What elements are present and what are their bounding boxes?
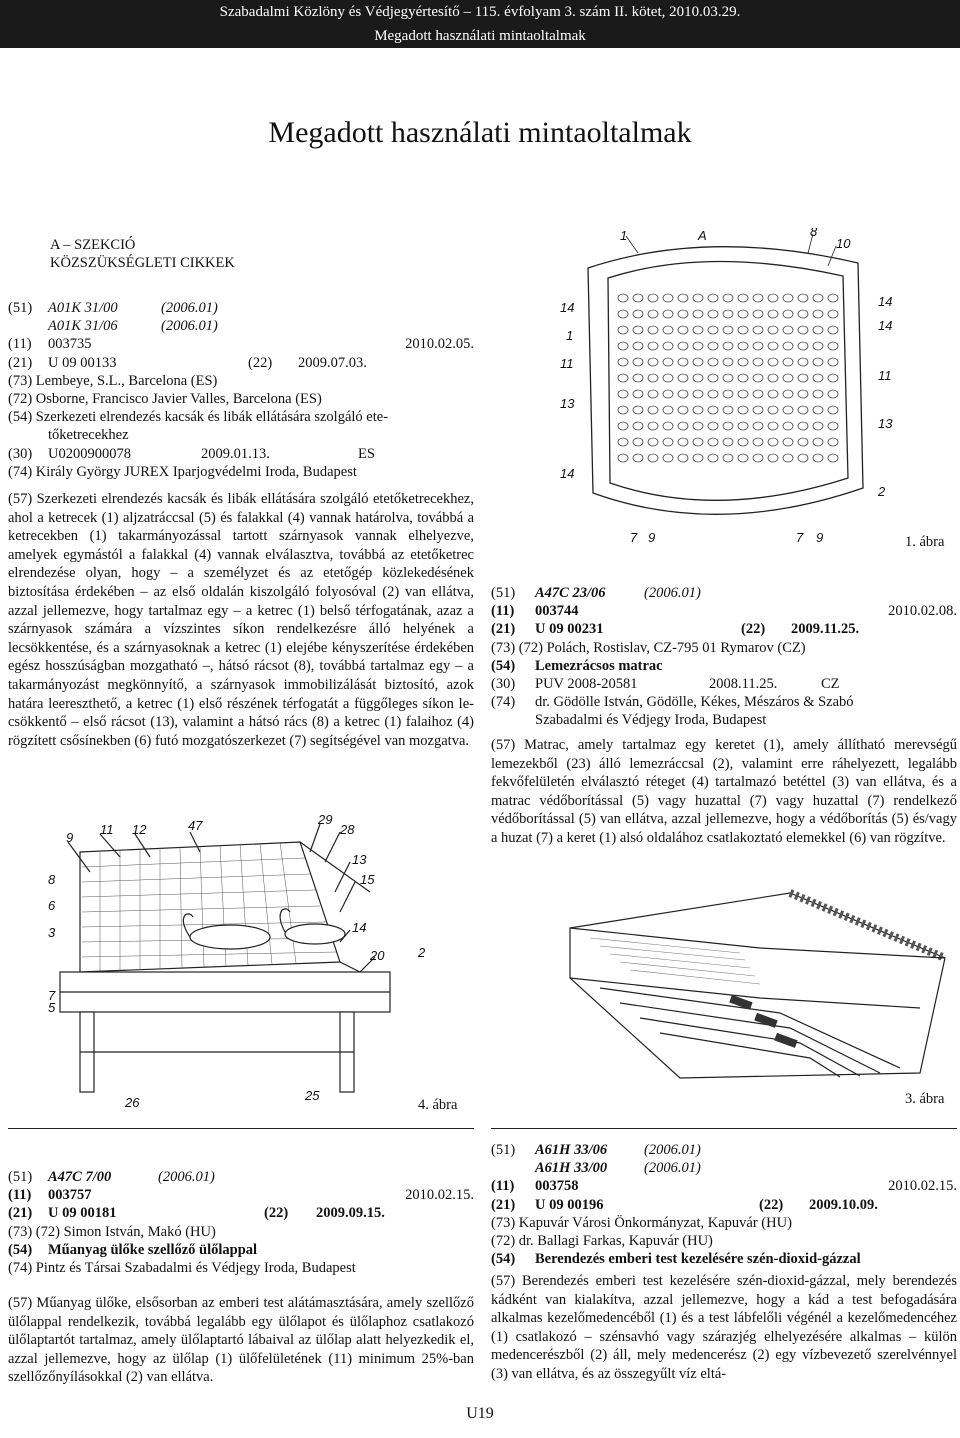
svg-text:11: 11 (878, 368, 892, 383)
application-date: 2009.11.25. (791, 621, 860, 638)
holder-line: (73) (72) Polách, Rostislav, CZ-795 01 Rymarov (CZ) (491, 639, 806, 656)
agent-line-cont: Szabadalmi és Védjegy Iroda, Budapest (535, 712, 767, 729)
svg-text:20: 20 (370, 948, 385, 963)
code-21: (21) (8, 1205, 33, 1222)
priority-country: CZ (821, 675, 840, 692)
separator (491, 1128, 957, 1129)
inventor-line: (72) dr. Ballagi Farkas, Kapuvár (HU) (491, 1232, 713, 1249)
svg-text:2: 2 (418, 945, 426, 960)
svg-text:14: 14 (352, 920, 367, 935)
ipc-class: A47C 23/06 (535, 585, 606, 601)
inventor-line: (72) Osborne, Francisco Javier Valles, Barcelona (ES) (8, 390, 322, 407)
section-letter: A – SZEKCIÓ (50, 237, 136, 253)
ipc-class: A47C 7/00 (48, 1169, 112, 1185)
ipc-class: A01K 31/06 (48, 318, 118, 335)
separator (8, 1128, 474, 1129)
svg-text:28: 28 (340, 822, 355, 837)
priority-number: U0200900078 (48, 445, 131, 462)
application-date: 2009.07.03. (298, 354, 367, 371)
entry4-biblio (491, 1141, 957, 1268)
code-54: (54) (491, 1251, 516, 1268)
utility-title: Berendezés emberi test kezelésére szén-dioxid-gázzal (535, 1251, 861, 1268)
svg-text:13: 13 (878, 416, 893, 431)
title-line-cont: tőketrecekhez (48, 427, 129, 444)
mattress-cutaway-drawing (560, 888, 950, 1088)
utility-title: Műanyag ülőke szellőző ülőlappal (48, 1241, 258, 1258)
ipc-date: (2006.01) (644, 1142, 701, 1158)
svg-text:15: 15 (360, 872, 375, 887)
svg-text:14: 14 (878, 318, 893, 333)
holder-line: (73) Lembeye, S.L., Barcelona (ES) (8, 372, 218, 389)
registration-number: 003735 (48, 336, 92, 353)
registration-date: 2010.02.15. (405, 1187, 474, 1204)
registration-date: 2010.02.15. (888, 1178, 957, 1195)
svg-text:7: 7 (630, 530, 638, 545)
title-line: (54) Szerkezeti elrendezés kacsák és libák ellátására szolgáló ete- (8, 409, 389, 426)
holder-line: (73) (72) Simon István, Makó (HU) (8, 1223, 216, 1240)
code-21: (21) (8, 354, 33, 371)
application-number: U 09 00196 (535, 1196, 604, 1213)
priority-date: 2009.01.13. (201, 445, 270, 462)
priority-country: ES (358, 445, 375, 462)
ipc-date: (2006.01) (161, 318, 218, 335)
application-number: U 09 00231 (535, 621, 604, 638)
svg-text:11: 11 (560, 356, 574, 371)
application-date: 2009.09.15. (316, 1205, 385, 1222)
svg-text:29: 29 (318, 812, 333, 827)
svg-text:2: 2 (878, 484, 886, 499)
code-54: (54) (8, 1241, 33, 1258)
svg-text:26: 26 (125, 1095, 140, 1110)
agent-line: dr. Gödölle István, Gödölle, Kékes, Mészáros & Szabó (535, 694, 854, 711)
code-51: (51) (491, 1142, 516, 1158)
svg-text:12: 12 (132, 822, 147, 837)
section-label (50, 236, 470, 272)
code-22: (22) (264, 1205, 289, 1222)
figure-caption-4: 4. ábra (418, 1097, 458, 1113)
svg-text:9: 9 (648, 530, 656, 545)
svg-text:5: 5 (48, 1000, 56, 1015)
entry3-abstract: (57) Műanyag ülőke, elsősorban az emberi test alátámasztására, amely szellőző ülőlappal rendelkezik, továbbá legalább egy ülőlapot és ülőlaphoz csatlakozó ülőlaptartót tartalmaz, amely ülőlaptartó lábaival az ülőlap alatt helyezkedik el, azzal jellemezve, hogy az ülőlap (1) ülőfelületének (11) minimum 25%-ban szellőzőnyílásokkal (2) van ellátva. (8, 1295, 474, 1386)
holder-line: (73) Kapuvár Városi Önkormányzat, Kapuvár (HU) (491, 1214, 792, 1231)
registration-number: 003744 (535, 603, 579, 620)
code-30: (30) (8, 445, 33, 462)
application-number: U 09 00133 (48, 354, 117, 371)
ipc-class: A01K 31/00 (48, 300, 118, 316)
cage-drawing (40, 812, 480, 1112)
figure-caption-3: 3. ábra (905, 1091, 945, 1107)
svg-text:9: 9 (66, 830, 74, 845)
ipc-date: (2006.01) (644, 585, 701, 601)
entry1-biblio (8, 299, 474, 481)
svg-text:8: 8 (48, 872, 56, 887)
section-header: Megadott használati mintaoltalmak (0, 24, 960, 48)
ipc-date: (2006.01) (644, 1160, 701, 1177)
priority-number: PUV 2008-20581 (535, 675, 638, 692)
svg-text:A: A (698, 228, 707, 243)
svg-text:7: 7 (48, 988, 56, 1003)
figure-caption-1: 1. ábra (905, 534, 945, 550)
svg-text:8: 8 (810, 228, 818, 239)
entry2-biblio (491, 584, 957, 730)
code-21: (21) (491, 1196, 516, 1213)
code-51: (51) (8, 1169, 33, 1185)
mattress-drawing (558, 228, 898, 548)
svg-text:3: 3 (48, 925, 56, 940)
svg-text:47: 47 (188, 818, 203, 833)
ipc-class: A61H 33/00 (535, 1160, 608, 1177)
registration-date: 2010.02.08. (888, 603, 957, 620)
svg-text:11: 11 (100, 822, 114, 837)
application-date: 2009.10.09. (809, 1196, 878, 1213)
entry3-biblio (8, 1168, 474, 1277)
svg-text:7: 7 (796, 530, 804, 545)
ipc-class: A61H 33/06 (535, 1142, 608, 1158)
svg-text:14: 14 (560, 466, 575, 481)
code-30: (30) (491, 675, 516, 692)
entry4-abstract: (57) Berendezés emberi test kezelésére szén-dioxid-gázzal, mely berendezés kádként van kialakítva, azzal jellemezve, hogy a kád a test befogadására alkalmas kezelőmedencéből (1) és a test lábfelőli végénél a kezelőmedencéhez (1) csatlakozó – szénsavhó vagy szárazjég elhelyezésére alkalmas – külön medencerészből (2) áll, mely medencerész (2) egy vízbevezető szerelvénnyel (3) van ellátva, és az összegyűlt víz eltá- (491, 1273, 957, 1382)
agent-line: (74) Pintz és Társai Szabadalmi és Védjegy Iroda, Budapest (8, 1259, 356, 1276)
journal-header: Szabadalmi Közlöny és Védjegyértesítő – 115. évfolyam 3. szám II. kötet, 2010.03.29. (0, 0, 960, 24)
svg-text:10: 10 (836, 236, 851, 251)
code-21: (21) (491, 621, 516, 638)
registration-number: 003758 (535, 1178, 579, 1195)
ipc-date: (2006.01) (158, 1169, 215, 1185)
entry2-abstract: (57) Matrac, amely tartalmaz egy keretet (1), amely állítható merevségű lemezekből (23) álló lemezráccsal (2), valamint erre ráhelyezett, legalább fekvőfelületén elválasztó réteget (4) tartalmazó betéttel (3) van ellátva, és a matrac védőborítással (5) vagy huzattal (7) vagy huzattal (7) rendelkező védőborítással (5) van ellátva, azzal jellemezve, hogy a védőborítás (5) és/vagy a huzat (7) a keret (1) alsó oldalához csatlakoztató elemekkel (6) van rögzítve. (491, 737, 957, 846)
code-22: (22) (741, 621, 766, 638)
section-name: KÖZSZÜKSÉGLETI CIKKEK (50, 255, 235, 272)
svg-text:25: 25 (305, 1088, 320, 1103)
page-number: U19 (466, 1405, 494, 1422)
entry1-abstract: (57) Szerkezeti elrendezés kacsák és libák ellátására szolgáló etetőketrecekhez, ahol a ketrecek (1) aljzatráccsal (5) és falakkal (4) vannak határolva, továbbá a ketrecekben (1) takarmányozással tartott szárnyasok vannak elhelyezve, amelyek egymástól a falakkal (4) vannak elválasztva, továbbá az etetőketrec elrendezése olyan, hogy – a személyzet és az etetőgép közlekedésének biztosítása érdekében – az első oldalán kiszolgáló folyosóval (2) van ellátva, azzal jellemezve, hogy tartalmaz egy – a ketrec (1) belső térfogatának, azaz a szárnyasok számára a vízszintes síkon rendelkezésre álló helyének a lecsökkentése, és a szárnyasoknak a ketrec (1) elejébe kényszerítése érdekében egész hosszúságban mozgatható –, hátsó rácsot (8), továbbá tartalmaz egy – a takarmányozást megkönnyítő, a szárnyasok immobilizálását biztosító, azok határa leereszthető, a ketrec (1) első részének térfogatát a függőleges síkon lecsökkentő – első rácsot (13), valamint a hátsó rács (8) a ketrec (1) falaihoz (4) rögzített csősínekben (6) futó mozgatószerkezet (7) segítségével van mozgatva. (8, 491, 474, 749)
code-11: (11) (491, 1178, 515, 1195)
code-54: (54) (491, 657, 516, 674)
registration-number: 003757 (48, 1187, 92, 1204)
svg-text:13: 13 (352, 852, 367, 867)
code-11: (11) (8, 1187, 32, 1204)
svg-text:1: 1 (566, 328, 574, 343)
svg-text:1: 1 (620, 228, 628, 243)
code-22: (22) (248, 354, 273, 371)
priority-date: 2008.11.25. (709, 675, 778, 692)
application-number: U 09 00181 (48, 1205, 117, 1222)
svg-text:9: 9 (816, 530, 824, 545)
code-51: (51) (8, 300, 33, 316)
svg-text:6: 6 (48, 898, 56, 913)
registration-date: 2010.02.05. (405, 336, 474, 353)
svg-text:14: 14 (560, 300, 575, 315)
agent-line: (74) Király György JUREX Iparjogvédelmi Iroda, Budapest (8, 463, 357, 480)
svg-text:14: 14 (878, 294, 893, 309)
ipc-date: (2006.01) (161, 300, 218, 316)
code-11: (11) (491, 603, 515, 620)
code-51: (51) (491, 585, 516, 601)
code-22: (22) (759, 1196, 784, 1213)
svg-text:13: 13 (560, 396, 575, 411)
code-11: (11) (8, 336, 32, 353)
utility-title: Lemezrácsos matrac (535, 657, 663, 674)
code-74: (74) (491, 694, 516, 711)
page-title: Megadott használati mintaoltalmak (268, 116, 692, 149)
